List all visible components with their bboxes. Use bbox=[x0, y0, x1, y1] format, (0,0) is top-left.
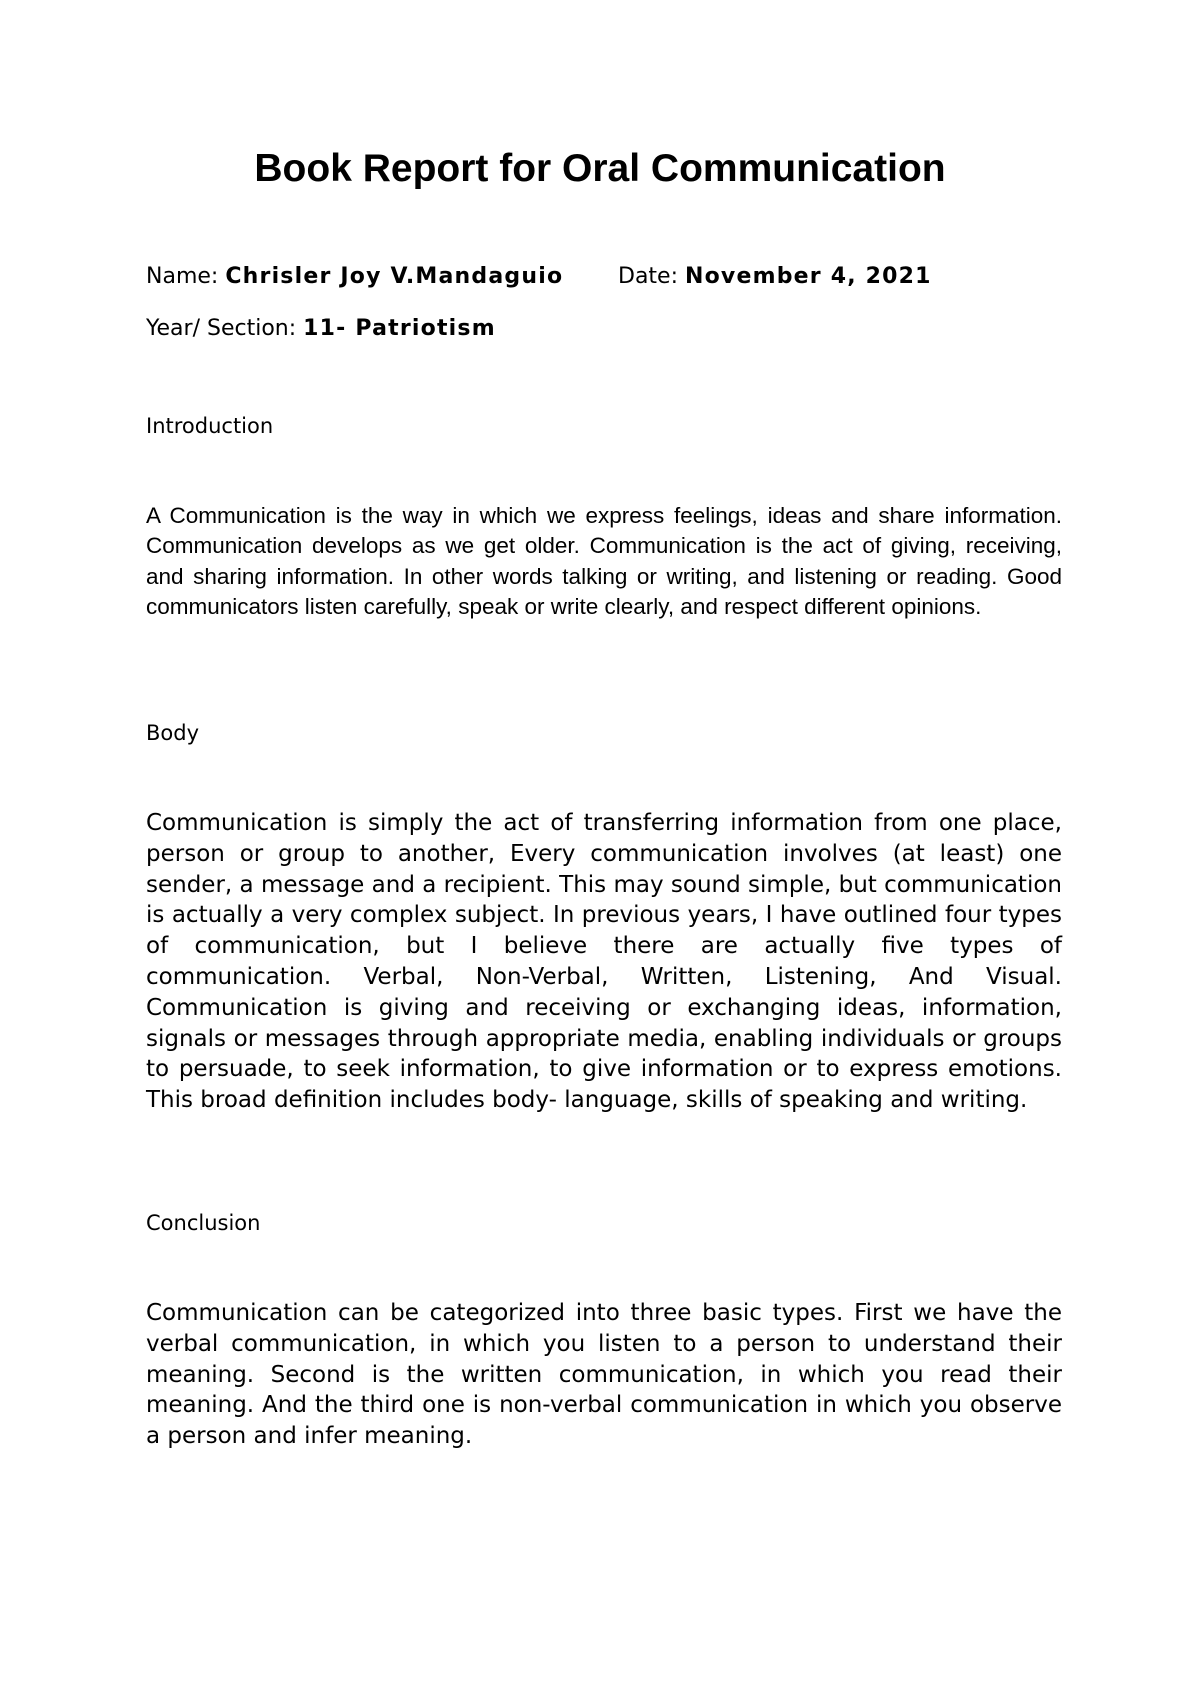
introduction-paragraph: A Communication is the way in which we express feelings, ideas and share information. Communication develops as we get older. Communication is the act of giving, receiving, and sharing information. In other words talking or writing, and listening or reading. Good communicators listen carefully, speak or write clearly, and respect different opinions. bbox=[146, 503, 1062, 620]
date-value: November 4, 2021 bbox=[685, 264, 932, 289]
date-field bbox=[618, 262, 932, 292]
name-field bbox=[146, 262, 563, 292]
conclusion-paragraph: Communication can be categorized into three basic types. First we have the verbal communication, in which you listen to a person to understand their meaning. Second is the written communication, in which you read their meaning. And the third one is non-verbal communication in which you observe a person and infer meaning. bbox=[146, 1300, 1062, 1450]
name-label: Name: bbox=[146, 264, 226, 289]
date-label: Date: bbox=[618, 264, 685, 289]
introduction-heading: Introduction bbox=[146, 414, 274, 438]
document-title: Book Report for Oral Communication bbox=[254, 147, 946, 190]
body-paragraph: Communication is simply the act of transferring information from one place, person or group to another, Every communication involves (at least) one sender, a message and a recipient. This may sound simple, but communication is actually a very complex subject. In previous years, I have outlined four types of communication, but I believe there are actually five types of communication. Verbal, Non-Verbal, Written, Listening, And Visual. Communication is giving and receiving or exchanging ideas, information, signals or messages through appropriate media, enabling individuals or groups to persuade, to seek information, to give information or to express emotions. This broad definition includes body- language, skills of speaking and writing. bbox=[146, 810, 1062, 1114]
body-heading: Body bbox=[146, 721, 200, 745]
section-value: 11- Patriotism bbox=[303, 316, 496, 341]
conclusion-heading: Conclusion bbox=[146, 1211, 261, 1235]
name-value: Chrisler Joy V.Mandaguio bbox=[225, 264, 564, 289]
section-label: Year/ Section: bbox=[146, 316, 304, 341]
section-field bbox=[146, 314, 496, 344]
